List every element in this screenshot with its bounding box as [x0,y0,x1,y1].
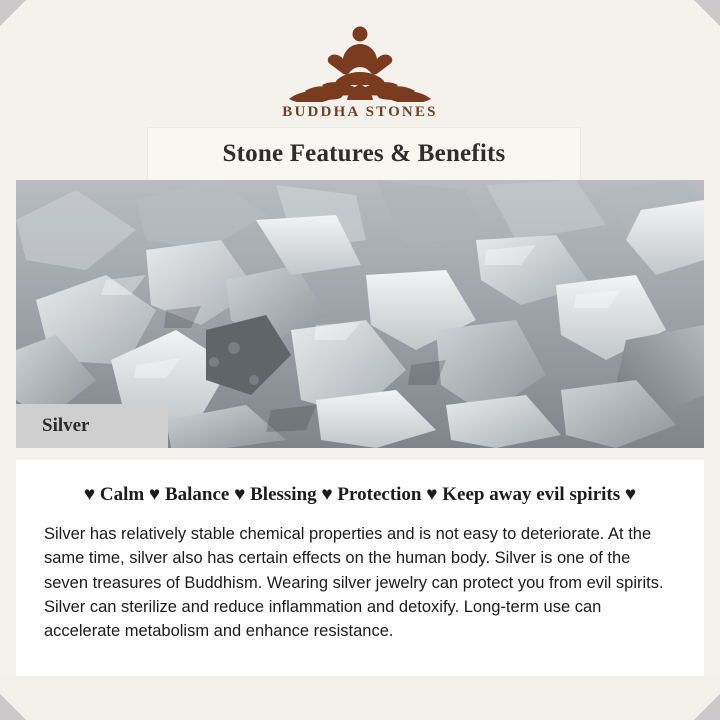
footer-strip [0,676,720,720]
brand-name: BUDDHA STONES [282,104,438,120]
corner-accent-top-right [694,0,720,26]
benefit-keywords: ♥ Calm ♥ Balance ♥ Blessing ♥ Protection ♥ Keep away evil spirits ♥ [83,484,637,505]
lotus-meditation-icon [270,18,450,102]
description-text: Silver has relatively stable chemical properties and is not easy to deteriorate. At the same time, silver also has certain effects on the human body. Silver is one of the seven treasures of Buddhism. Wearing silver jewelry can protect you from evil spirits. Silver can sterilize and reduce inflammation and detoxify. Long-term use can accelerate metabolism and enhance resistance. [44,525,664,640]
corner-accent-top-left [0,0,26,26]
description-panel [16,460,704,676]
corner-accent-bottom-right [694,694,720,720]
corner-accent-bottom-left [0,694,26,720]
stone-name-label [16,404,168,448]
brand-block [0,18,720,121]
section-title-band [148,128,580,180]
stone-name: Silver [42,415,90,436]
page-title: Stone Features & Benefits [222,140,506,167]
